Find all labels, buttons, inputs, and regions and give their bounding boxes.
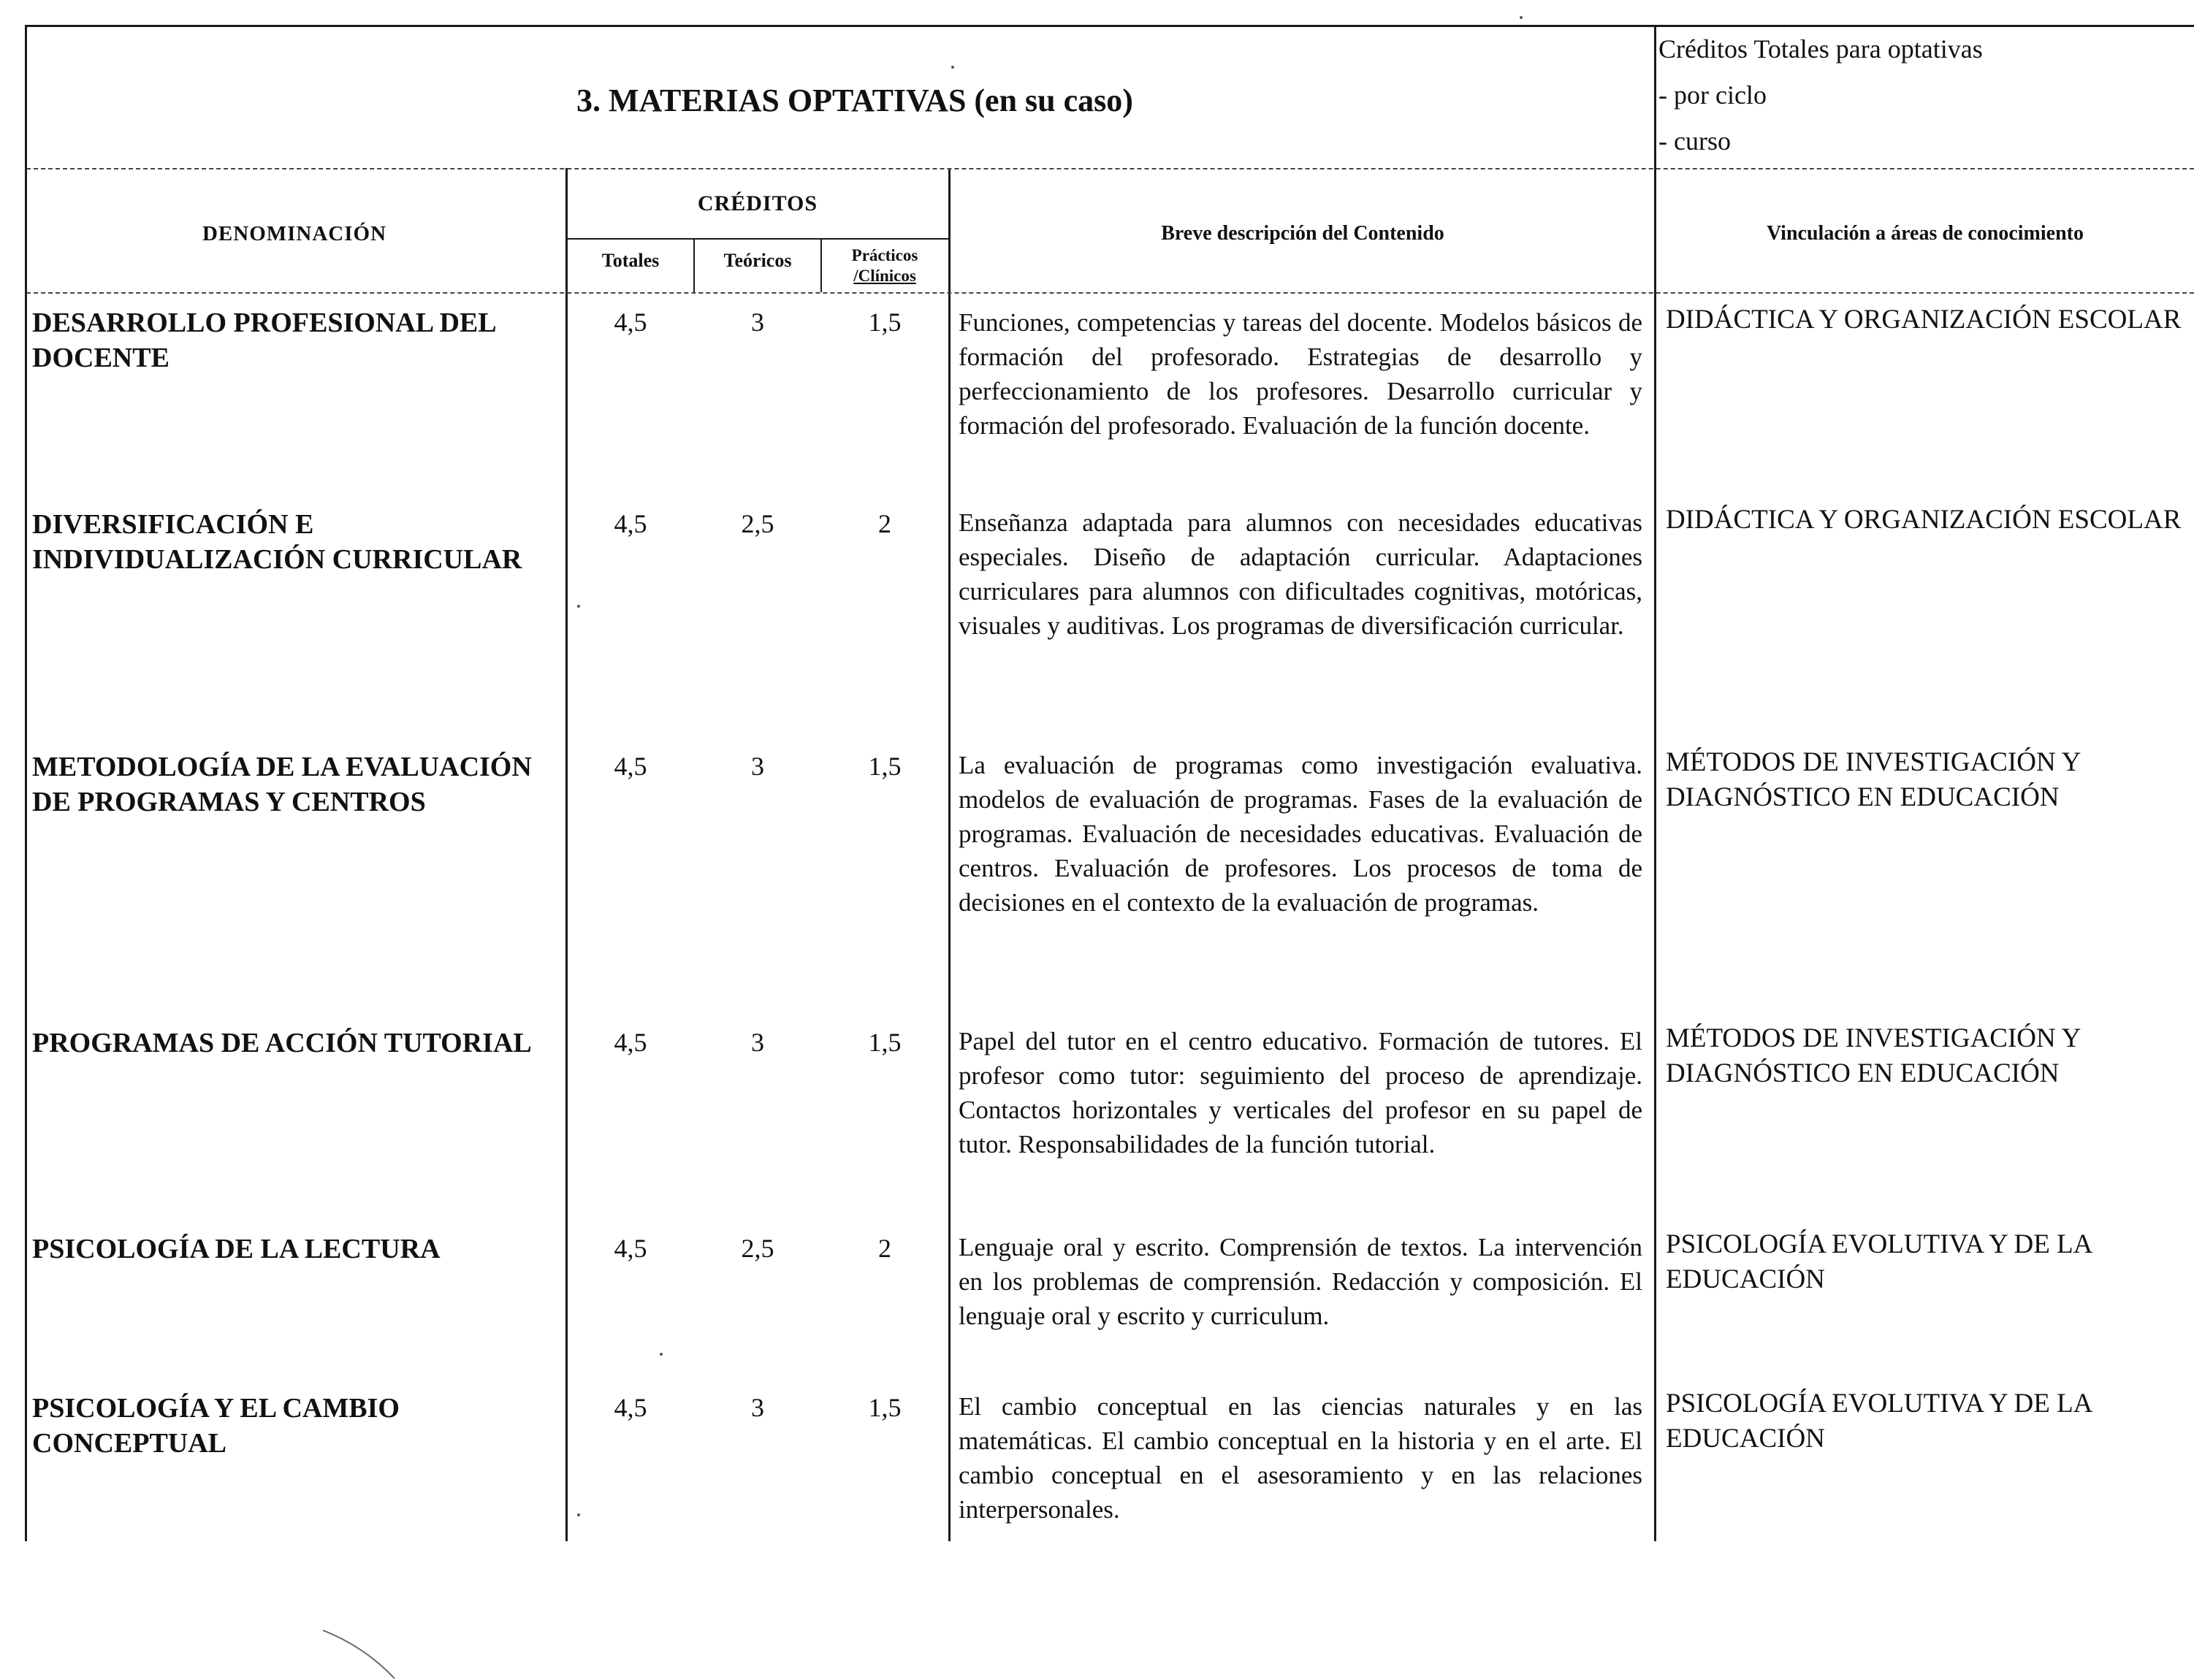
credits-totales: 4,5 [614,509,647,538]
knowledge-area: PSICOLOGÍA EVOLUTIVA Y DE LA EDUCACIÓN [1666,1229,2092,1294]
credits-totales: 4,5 [614,1028,647,1057]
subject-name: PROGRAMAS DE ACCIÓN TUTORIAL [32,1028,532,1058]
knowledge-area: DIDÁCTICA Y ORGANIZACIÓN ESCOLAR [1666,505,2182,535]
content-description: Papel del tutor en el centro educativo. Formación de tutores. El profesor como tutor: seguimiento del proceso de aprendizaje. Contactos horizontales y verticales del profesor en su papel de tutor. Responsabilidades de la función tutorial. [959,1027,1642,1158]
totals-curso: - curso [1658,126,1731,156]
content-description: Funciones, competencias y tareas del docente. Modelos básicos de formación del profesorado. Estrategias de desarrollo y perfeccionamiento de los profesores. Desarrollo curricular y formación del profesorado. Evaluación de la función docente. [959,308,1642,440]
knowledge-area: PSICOLOGÍA EVOLUTIVA Y DE LA EDUCACIÓN [1666,1389,2092,1454]
scan-speck [660,1353,663,1356]
credits-teoricos: 3 [751,1028,764,1057]
credits-practicos: 2 [878,1234,891,1263]
optativas-totals-box [1658,26,1983,164]
content-description: El cambio conceptual en las ciencias naturales y en las matemáticas. El cambio conceptual en la historia y en el arte. El cambio conceptual en el asesoramiento y en las relaciones interpersonales. [959,1392,1642,1524]
page-title: 3. MATERIAS OPTATIVAS (en su caso) [576,83,1133,118]
subject-name: METODOLOGÍA DE LA EVALUACIÓN DE PROGRAMAS Y CENTROS [32,752,532,817]
credits-practicos: 2 [878,509,891,538]
column-header-vinculacion: Vinculación a áreas de conocimiento [1767,222,2084,245]
credits-teoricos: 3 [751,752,764,781]
column-header-totales: Totales [601,250,660,271]
column-divider-descripcion [948,168,951,1541]
practicos-label: Prácticos [851,246,918,264]
knowledge-area: DIDÁCTICA Y ORGANIZACIÓN ESCOLAR [1666,305,2182,335]
column-header-descripcion: Breve descripción del Contenido [1161,222,1444,245]
subject-name: PSICOLOGÍA DE LA LECTURA [32,1234,441,1264]
scan-stray-mark [321,1629,402,1680]
credits-totales: 4,5 [614,308,647,337]
totals-label: Créditos Totales para optativas [1658,34,1983,64]
column-header-bottom-line [26,292,2194,294]
column-header-practicos [822,245,948,286]
totals-ciclo: - por ciclo [1658,80,1767,110]
credits-totales: 4,5 [614,1234,647,1263]
credits-practicos: 1,5 [868,752,902,781]
subject-name: PSICOLOGÍA Y EL CAMBIO CONCEPTUAL [32,1393,400,1459]
credits-teoricos: 2,5 [741,509,774,538]
subject-name: DESARROLLO PROFESIONAL DEL DOCENTE [32,308,495,373]
credits-totales: 4,5 [614,752,647,781]
column-divider-denominacion [565,168,568,1541]
header-separator-line [26,168,2194,169]
creditos-subheader-line [567,238,948,240]
content-description: Enseñanza adaptada para alumnos con necesidades educativas especiales. Diseño de adaptación curricular. Adaptaciones curriculares para alumnos con dificultades cognitivas, motóricas, visuales y auditivas. Los programas de diversificación curricular. [959,508,1642,640]
content-description: Lenguaje oral y escrito. Comprensión de textos. La intervención en los problemas de comprensión. Redacción y composición. El lenguaje oral y escrito y curriculum. [959,1233,1642,1330]
knowledge-area: MÉTODOS DE INVESTIGACIÓN Y DIAGNÓSTICO EN EDUCACIÓN [1666,1023,2080,1088]
scan-speck [951,66,954,69]
credits-practicos: 1,5 [868,1028,902,1057]
credits-practicos: 1,5 [868,308,902,337]
subject-name: DIVERSIFICACIÓN E INDIVIDUALIZACIÓN CURRICULAR [32,509,522,575]
column-header-creditos: CRÉDITOS [697,191,818,215]
scan-speck [1520,16,1523,19]
credits-totales: 4,5 [614,1393,647,1422]
credits-teoricos: 2,5 [741,1234,774,1263]
frame-left-line [25,25,27,1541]
column-divider-totals-box [1654,26,1656,1541]
credits-teoricos: 3 [751,1393,764,1422]
knowledge-area: MÉTODOS DE INVESTIGACIÓN Y DIAGNÓSTICO EN EDUCACIÓN [1666,747,2080,812]
content-description: La evaluación de programas como investigación evaluativa. modelos de evaluación de programas. Fases de la evaluación de programas. Evaluación de necesidades educativas. Evaluación de centros. Evaluación de profesores. Los procesos de toma de decisiones en el contexto de la evaluación de programas. [959,751,1642,917]
credits-teoricos: 3 [751,308,764,337]
column-header-denominacion: DENOMINACIÓN [202,222,387,245]
credits-practicos: 1,5 [868,1393,902,1422]
column-header-teoricos: Teóricos [723,250,792,271]
clinicos-label: /Clínicos [853,267,916,285]
scan-speck [577,1513,580,1516]
scan-speck [577,605,580,608]
